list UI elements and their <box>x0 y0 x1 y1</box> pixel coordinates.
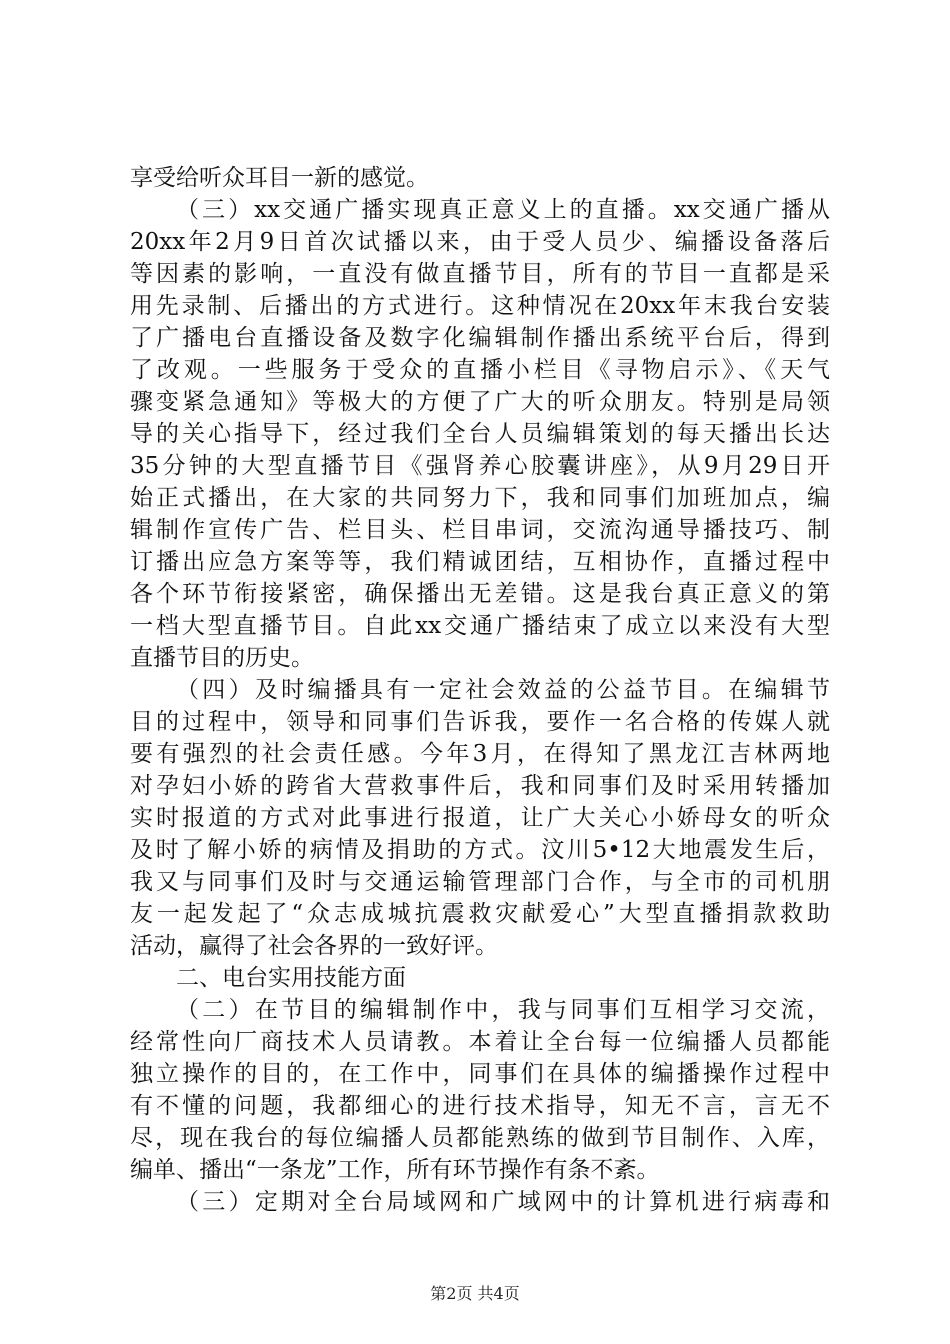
text-line: （四）及时编播具有一定社会效益的公益节目。在编辑节 <box>176 677 830 703</box>
text-line: 直播节目的历史。 <box>130 645 314 671</box>
text-line: 活动，赢得了社会各界的一致好评。 <box>130 933 498 959</box>
document-body <box>130 162 830 1218</box>
text-line: 导的关心指导下，经过我们全台人员编辑策划的每天播出长达 <box>130 421 830 447</box>
text-line: （二）在节目的编辑制作中，我与同事们互相学习交流， <box>176 997 830 1023</box>
text-line: 编单、播出“一条龙”工作，所有环节操作有条不紊。 <box>130 1157 660 1183</box>
text-line: 有不懂的问题，我都细心的进行技术指导，知无不言，言无不 <box>130 1093 830 1119</box>
text-line: 各个环节衔接紧密，确保播出无差错。这是我台真正意义的第 <box>130 581 830 607</box>
text-line: 等因素的影响，一直没有做直播节目，所有的节目一直都是采 <box>130 261 830 287</box>
text-line: 尽，现在我台的每位编播人员都能熟练的做到节目制作、入库， <box>130 1125 830 1151</box>
text-line: 享受给听众耳目一新的感觉。 <box>130 165 429 191</box>
text-line: 20xx年2月9日首次试播以来，由于受人员少、编播设备落后 <box>130 229 830 255</box>
text-line: 独立操作的目的，在工作中，同事们在具体的编播操作过程中 <box>130 1061 830 1087</box>
section-heading: 二、电台实用技能方面 <box>176 965 406 991</box>
page-number-label: 第2页 共4页 <box>430 1284 520 1303</box>
text-line: 我又与同事们及时与交通运输管理部门合作，与全市的司机朋 <box>130 869 830 895</box>
text-line: 及时了解小娇的病情及捐助的方式。汶川5•12大地震发生后， <box>130 837 830 863</box>
text-line: 辑制作宣传广告、栏目头、栏目串词，交流沟通导播技巧、制 <box>130 517 830 543</box>
text-line: 35分钟的大型直播节目《强肾养心胶囊讲座》，从9月29日开 <box>130 453 830 479</box>
text-line: 骤变紧急通知》等极大的方便了广大的听众朋友。特别是局领 <box>130 389 830 415</box>
text-line: 实时报道的方式对此事进行报道，让广大关心小娇母女的听众 <box>130 805 830 831</box>
text-line: 订播出应急方案等等，我们精诚团结，互相协作，直播过程中 <box>130 549 830 575</box>
page-footer <box>0 1284 950 1304</box>
text-line: 对孕妇小娇的跨省大营救事件后，我和同事们及时采用转播加 <box>130 773 830 799</box>
text-line: 始正式播出，在大家的共同努力下，我和同事们加班加点，编 <box>130 485 830 511</box>
text-line: 一档大型直播节目。自此xx交通广播结束了成立以来没有大型 <box>130 613 830 639</box>
text-line: （三）定期对全台局域网和广域网中的计算机进行病毒和 <box>176 1189 830 1215</box>
text-line: 要有强烈的社会责任感。今年3月，在得知了黑龙江吉林两地 <box>130 741 830 767</box>
text-line: （三）xx交通广播实现真正意义上的直播。xx交通广播从 <box>176 197 830 223</box>
text-line: 用先录制、后播出的方式进行。这种情况在20xx年末我台安装 <box>130 293 830 319</box>
text-line: 友一起发起了“众志成城抗震救灾献爱心”大型直播捐款救助 <box>130 901 830 927</box>
text-line: 了广播电台直播设备及数字化编辑制作播出系统平台后，得到 <box>130 325 830 351</box>
text-line: 目的过程中，领导和同事们告诉我，要作一名合格的传媒人就 <box>130 709 830 735</box>
text-line: 经常性向厂商技术人员请教。本着让全台每一位编播人员都能 <box>130 1029 830 1055</box>
text-line: 了改观。一些服务于受众的直播小栏目《寻物启示》、《天气 <box>130 357 830 383</box>
